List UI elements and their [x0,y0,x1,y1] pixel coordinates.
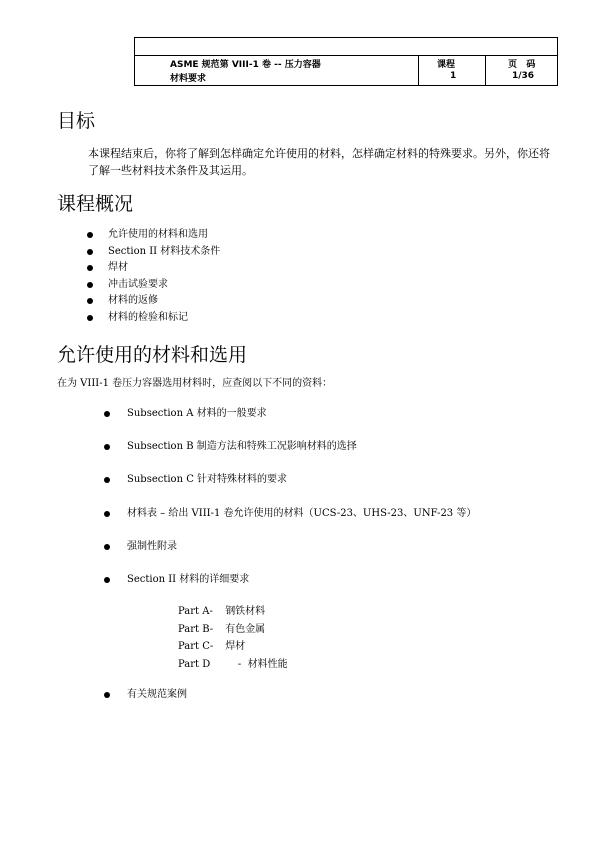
list-item: Part C- 焊材 [178,641,246,652]
bullet-icon [104,692,110,698]
page-label: 页 码 [508,60,536,70]
bullet-icon [104,511,110,517]
bullet-icon [104,477,110,483]
bullet-icon [87,232,93,238]
list-item: Part B- 有色金属 [178,623,266,635]
list-item: 冲击试验要求 [108,277,220,294]
bullet-icon [87,298,93,304]
bullet-icon [87,282,93,288]
overview-list [108,227,220,326]
page-value: 1/36 [512,71,535,81]
list-item: 材料的返修 [108,293,220,310]
list-item: Part D - 材料性能 [178,658,288,670]
overview-heading: 课程概况 [57,193,134,215]
course-label: 课程 [437,60,456,70]
objective-heading: 目标 [57,110,96,132]
materials-heading: 允许使用的材料和选用 [57,344,248,366]
list-item: Part A- 钢铁材料 [178,606,266,617]
materials-intro: 在为 VIII-1 卷压力容器选用材料时，应查阅以下不同的资料： [57,378,333,389]
list-item: Section II 材料技术条件 [108,244,220,261]
list-item: 材料表 – 给出 VIII-1 卷允许使用的材料（UCS-23、UHS-23、UNF-23 等） [127,506,476,522]
doc-title: ASME 规范第 VIII-1 卷 -- 压力容器 [170,60,321,70]
list-item: 焊材 [108,260,220,277]
section-ii-parts-list [178,603,288,673]
header-divider [418,55,419,85]
list-item: 允许使用的材料和选用 [108,227,220,244]
bullet-icon [104,444,110,450]
document-header [134,37,558,86]
header-top-strip [135,38,557,56]
bullet-icon [87,249,93,255]
objective-text: 本课程结束后，你将了解到怎样确定允许使用的材料，怎样确定材料的特殊要求。另外，你还将了解一些材料技术条件及其运用。 [88,147,550,177]
bullet-icon [104,411,110,417]
bullet-icon [104,544,110,550]
list-item: Section II 材料的详细要求 [127,572,249,588]
bullet-icon [87,265,93,271]
bullet-icon [87,315,93,321]
list-item: 有关规范案例 [127,687,187,703]
doc-subtitle: 材料要求 [170,74,207,84]
list-item: Subsection C 针对特殊材料的要求 [127,472,287,488]
list-item: Subsection B 制造方法和特殊工况影响材料的选择 [127,439,357,455]
list-item: 强制性附录 [127,539,177,555]
course-value: 1 [450,71,457,81]
bullet-icon [104,577,110,583]
list-item: Subsection A 材料的一般要求 [127,406,267,422]
header-divider [485,55,486,85]
list-item: 材料的检验和标记 [108,310,220,327]
